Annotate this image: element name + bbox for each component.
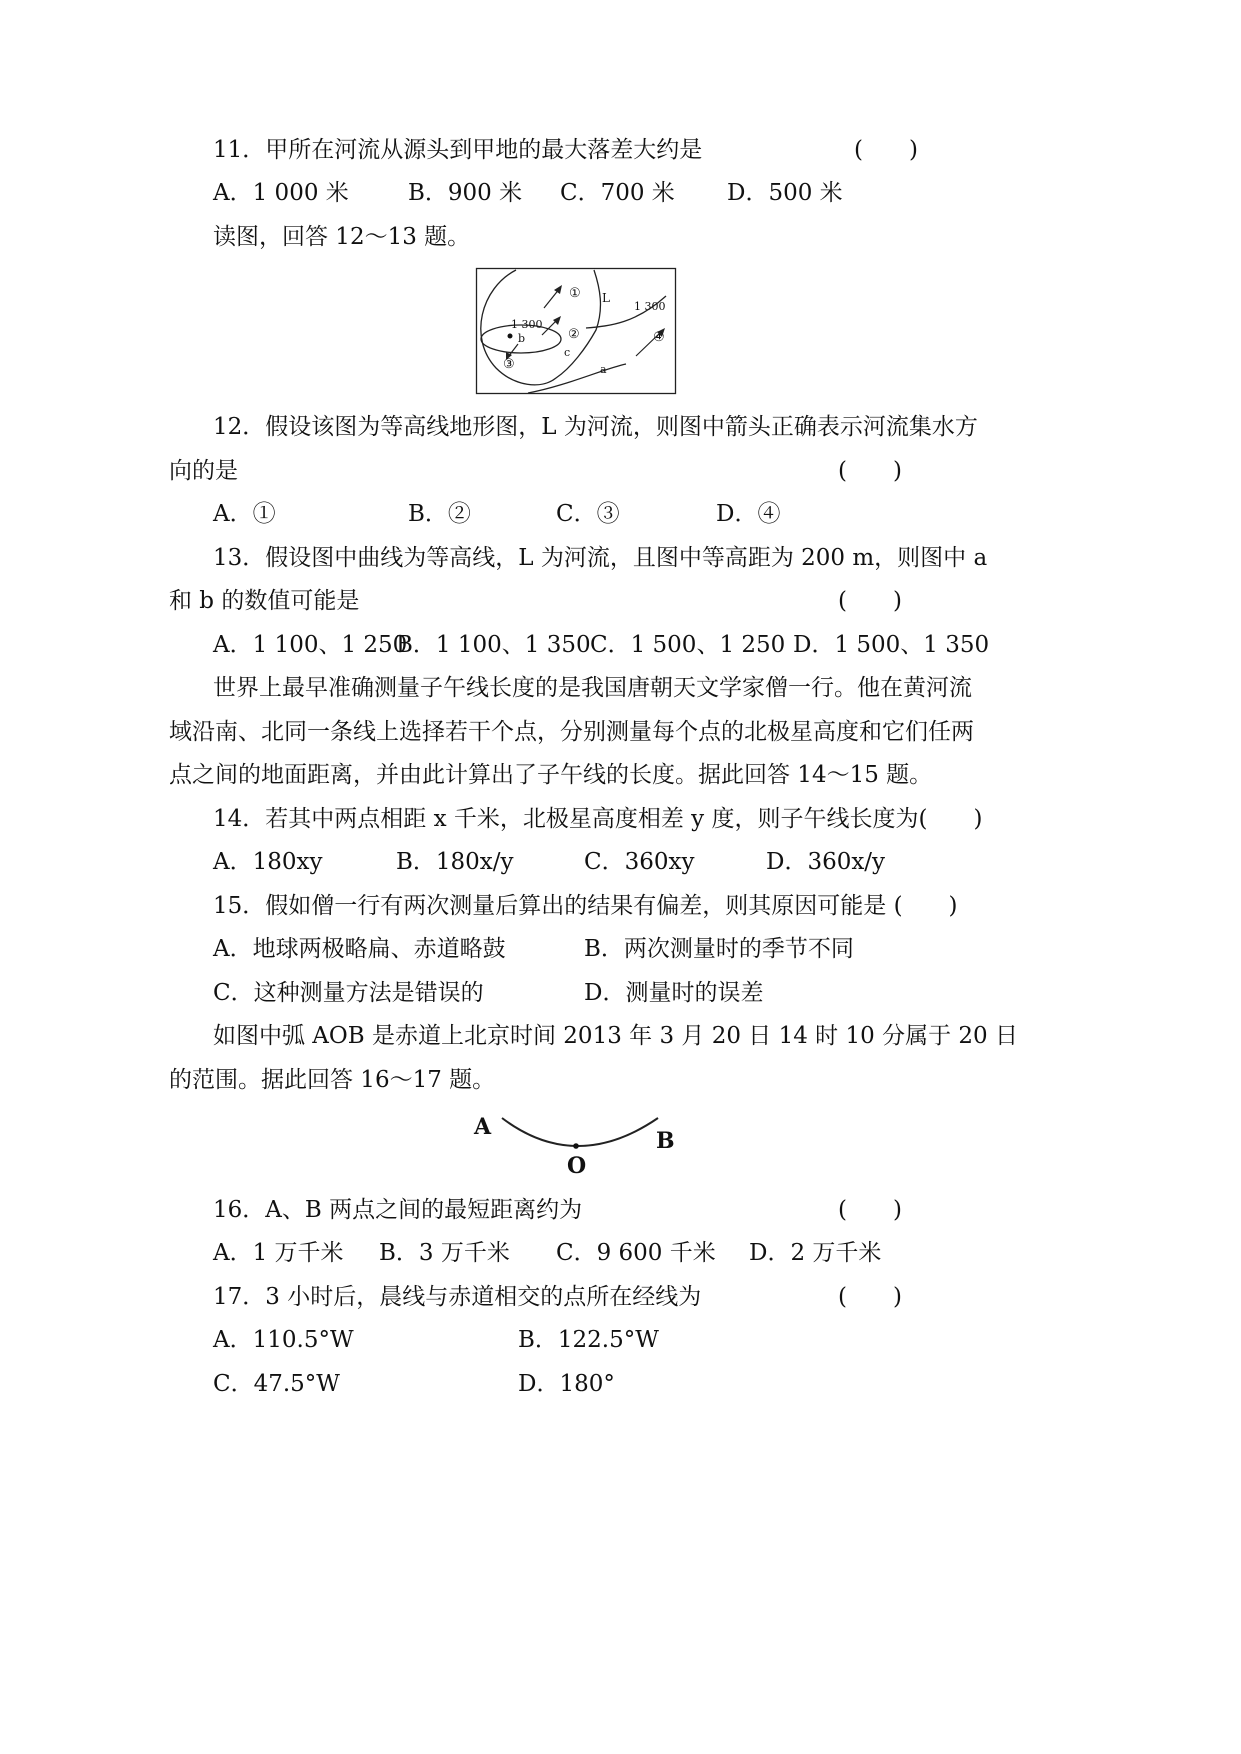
q14-option-d: D．360x/y [766, 849, 886, 875]
contour-map-figure [476, 268, 676, 395]
q15-option-b: B．两次测量时的季节不同 [584, 936, 854, 962]
q13-option-c: C．1 500、1 250 [590, 632, 786, 658]
q12-option-d: D．④ [716, 501, 781, 527]
q15-option-c: C．这种测量方法是错误的 [213, 980, 484, 1006]
q11-option-c: C．700 米 [560, 180, 675, 206]
intro-12-13: 读图，回答 12～13 题。 [213, 224, 471, 250]
q17-stem: 17．3 小时后，晨线与赤道相交的点所在经线为 [213, 1284, 702, 1310]
q17-option-b: B．122.5°W [518, 1327, 659, 1353]
label-a: a [600, 363, 607, 376]
label-point-b: B [656, 1128, 675, 1154]
q16-answer-paren: ( ) [838, 1197, 902, 1223]
q13-answer-paren: ( ) [838, 588, 902, 614]
q16-option-c: C．9 600 千米 [556, 1240, 716, 1266]
intro-14-15-line3: 点之间的地面距离，并由此计算出了子午线的长度。据此回答 14～15 题。 [169, 762, 933, 788]
q12-option-b: B．② [408, 501, 471, 527]
q11-stem: 11．甲所在河流从源头到甲地的最大落差大约是 [213, 137, 703, 163]
label-circle-4: ④ [653, 330, 665, 345]
q13-option-d: D．1 500、1 350 [793, 632, 990, 658]
label-river-L: L [602, 291, 610, 305]
q14-option-c: C．360xy [584, 849, 695, 875]
label-contour-1300-left: 1 300 [511, 318, 543, 331]
q11-option-a: A．1 000 米 [213, 180, 349, 206]
q12-option-c: C．③ [556, 501, 620, 527]
label-circle-2: ② [568, 327, 580, 342]
arrow-1-head [554, 285, 562, 294]
intro-16-17-line2: 的范围。据此回答 16～17 题。 [169, 1067, 496, 1093]
q11-option-b: B．900 米 [408, 180, 523, 206]
label-contour-1300-right: 1 300 [634, 300, 666, 313]
q13-stem-line1: 13．假设图中曲线为等高线，L 为河流，且图中等高距为 200 m，则图中 a [213, 545, 988, 571]
q17-option-d: D．180° [518, 1371, 615, 1397]
point-b-dot [508, 334, 513, 339]
label-c: c [564, 346, 571, 359]
q12-stem-line2: 向的是 [169, 458, 238, 484]
point-o-dot [573, 1143, 579, 1149]
q12-option-a: A．① [213, 501, 276, 527]
q14-stem: 14．若其中两点相距 x 千米，北极星高度相差 y 度，则子午线长度为( ) [213, 806, 983, 832]
intro-14-15-line1: 世界上最早准确测量子午线长度的是我国唐朝天文学家僧一行。他在黄河流 [213, 675, 972, 701]
q17-answer-paren: ( ) [838, 1284, 902, 1310]
q15-option-d: D．测量时的误差 [584, 980, 764, 1006]
label-b: b [518, 332, 526, 345]
intro-14-15-line2: 域沿南、北同一条线上选择若干个点，分别测量每个点的北极星高度和它们任两 [169, 719, 974, 745]
q14-option-b: B．180x/y [396, 849, 514, 875]
q12-answer-paren: ( ) [838, 458, 902, 484]
q16-option-a: A．1 万千米 [213, 1240, 344, 1266]
q13-option-a: A．1 100、1 250 [213, 632, 408, 658]
q11-option-d: D．500 米 [727, 180, 843, 206]
label-point-a: A [474, 1114, 492, 1140]
contour-a-curve [528, 364, 626, 393]
q17-option-a: A．110.5°W [213, 1327, 354, 1353]
q17-option-c: C．47.5°W [213, 1371, 340, 1397]
q15-option-a: A．地球两极略扁、赤道略鼓 [213, 936, 506, 962]
label-circle-1: ① [569, 286, 581, 301]
river-l-curve [588, 270, 599, 324]
q13-stem-line2: 和 b 的数值可能是 [169, 588, 360, 614]
q16-option-b: B．3 万千米 [379, 1240, 510, 1266]
intro-16-17-line1: 如图中弧 AOB 是赤道上北京时间 2013 年 3 月 20 日 14 时 10 分属于 20 日 [213, 1023, 1018, 1049]
arc-aob-figure [470, 1110, 690, 1180]
label-point-o: O [567, 1153, 587, 1179]
q16-stem: 16．A、B 两点之间的最短距离约为 [213, 1197, 583, 1223]
q16-option-d: D．2 万千米 [749, 1240, 882, 1266]
q11-answer-paren: ( ) [854, 137, 918, 163]
q14-option-a: A．180xy [213, 849, 323, 875]
q13-option-b: B．1 100、1 350 [396, 632, 591, 658]
q15-stem: 15．假如僧一行有两次测量后算出的结果有偏差，则其原因可能是 ( ) [213, 893, 958, 919]
label-circle-3: ③ [503, 357, 515, 372]
arrow-2-head [553, 316, 561, 325]
arc-aob [502, 1118, 658, 1146]
q12-stem-line1: 12．假设该图为等高线地形图，L 为河流，则图中箭头正确表示河流集水方 [213, 414, 978, 440]
